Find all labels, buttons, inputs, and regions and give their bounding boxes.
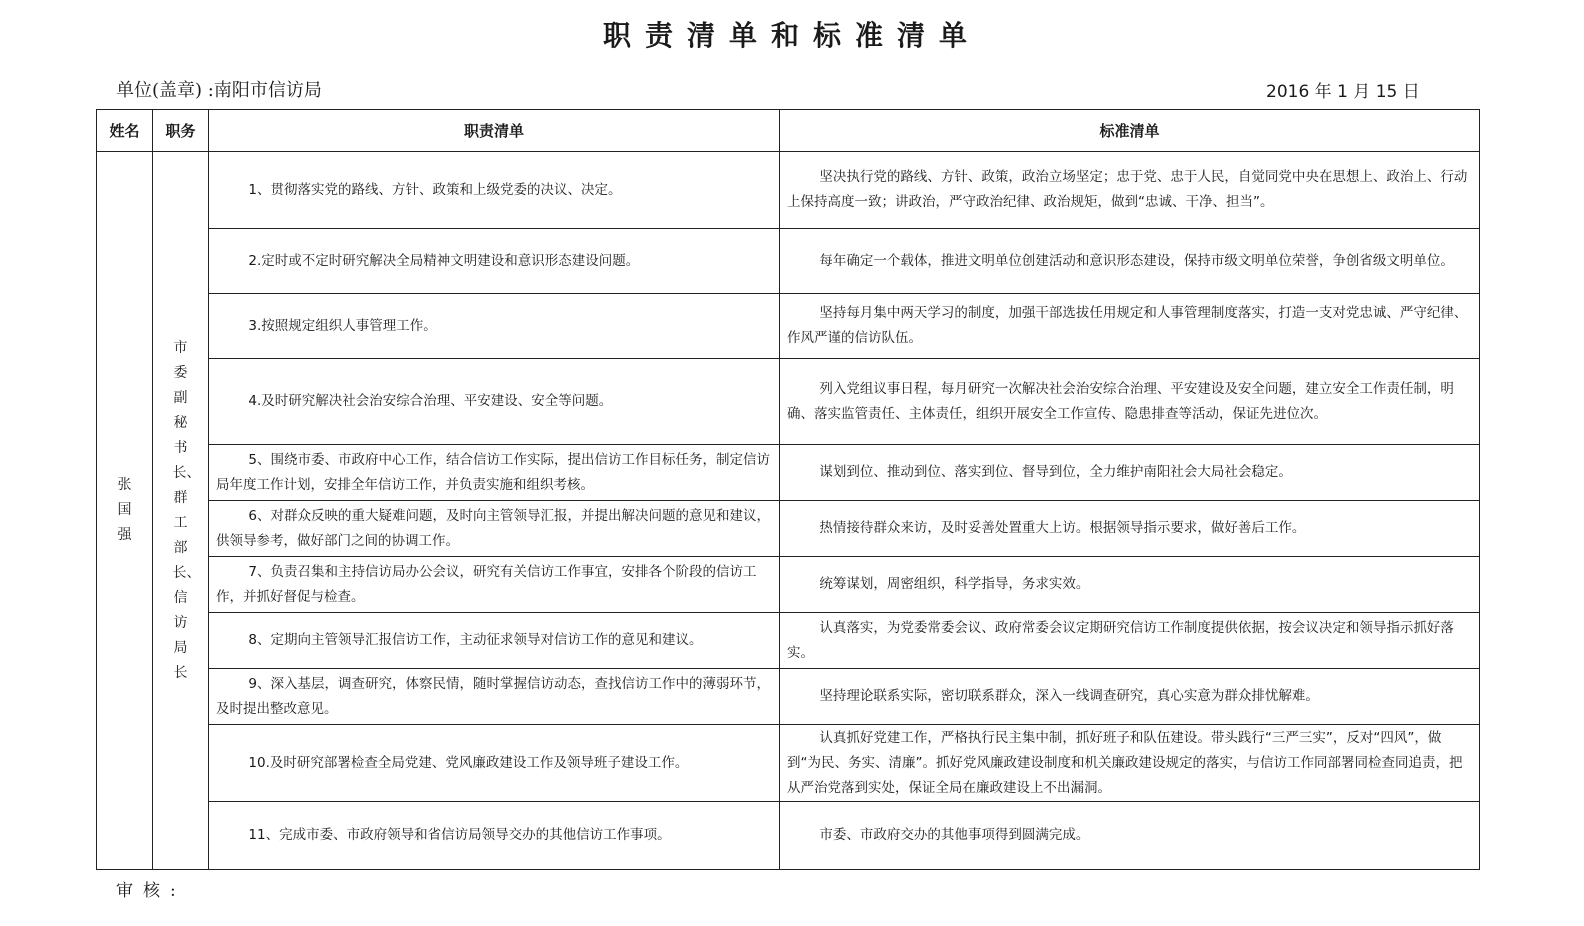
standard-text: 坚持理论联系实际，密切联系群众，深入一线调查研究，真心实意为群众排忧解难。 (819, 688, 1319, 704)
table-row (97, 229, 1480, 294)
duty-cell (209, 445, 780, 501)
standard-text: 统筹谋划，周密组织，科学指导，务求实效。 (819, 576, 1090, 592)
standard-cell (780, 445, 1480, 501)
duty-cell (209, 501, 780, 557)
standard-text: 坚决执行党的路线、方针、政策，政治立场坚定；忠于党、忠于人民，自觉同党中央在思想上、政治上、行动上保持高度一致；讲政治，严守政治纪律、政治规矩，做到“忠诚、干净、担当”。 (787, 169, 1468, 210)
duty-text: 8、定期向主管领导汇报信访工作，主动征求领导对信访工作的意见和建议。 (248, 632, 703, 648)
table-row (97, 152, 1480, 229)
duty-cell (209, 359, 780, 445)
standard-cell (780, 669, 1480, 725)
person-position: 市委副秘书长、群工部长、信访局长 (172, 339, 201, 681)
duty-cell (209, 669, 780, 725)
page-title: 职责清单和标准清单 (602, 19, 981, 52)
table-row (97, 557, 1480, 613)
duty-text: 6、对群众反映的重大疑难问题，及时向主管领导汇报，并提出解决问题的意见和建议，供领导参考，做好部门之间的协调工作。 (216, 507, 770, 549)
standard-text: 坚持每月集中两天学习的制度，加强干部选拔任用规定和人事管理制度落实，打造一支对党忠诚、严守纪律、作风严谨的信访队伍。 (787, 305, 1468, 346)
table-row (97, 501, 1480, 557)
review-label: 审核: (116, 881, 186, 901)
standard-text: 每年确定一个载体，推进文明单位创建活动和意识形态建设，保持市级文明单位荣誉，争创省级文明单位。 (819, 252, 1454, 269)
standard-text: 谋划到位、推动到位、落实到位、督导到位，全力维护南阳社会大局社会稳定。 (819, 464, 1292, 480)
duty-text: 4.及时研究解决社会治安综合治理、平安建设、安全等问题。 (248, 393, 613, 409)
header-standards: 标准清单 (780, 110, 1480, 152)
table-row (97, 359, 1480, 445)
duty-text: 10.及时研究部署检查全局党建、党风廉政建设工作及领导班子建设工作。 (248, 754, 689, 771)
person-name: 张国强 (117, 477, 132, 543)
standard-text: 市委、市政府交办的其他事项得到圆满完成。 (819, 827, 1090, 843)
person-position-cell (153, 152, 209, 870)
duty-cell (209, 152, 780, 229)
duty-text: 5、围绕市委、市政府中心工作，结合信访工作实际，提出信访工作目标任务，制定信访局年度工作计划，安排全年信访工作，并负责实施和组织考核。 (216, 451, 770, 493)
standard-text: 认真落实，为党委常委会议、政府常委会议定期研究信访工作制度提供依据，按会议决定和领导指示抓好落实。 (787, 619, 1454, 661)
header-position: 职务 (153, 110, 209, 152)
standard-cell (780, 557, 1480, 613)
duty-cell (209, 725, 780, 802)
table-row (97, 802, 1480, 870)
table-header-row (97, 110, 1480, 152)
duty-cell (209, 557, 780, 613)
standard-cell (780, 501, 1480, 557)
duty-cell (209, 802, 780, 870)
table-row (97, 669, 1480, 725)
standard-text: 列入党组议事日程，每月研究一次解决社会治安综合治理、平安建设及安全问题，建立安全工作责任制，明确、落实监管责任、主体责任，组织开展安全工作宣传、隐患排查等活动，保证先进位次。 (787, 380, 1454, 422)
duty-text: 7、负责召集和主持信访局办公会议，研究有关信访工作事宜，安排各个阶段的信访工作，并抓好督促与检查。 (216, 563, 757, 605)
table-row (97, 445, 1480, 501)
duty-cell (209, 229, 780, 294)
standard-cell (780, 725, 1480, 802)
table-row (97, 725, 1480, 802)
standard-text: 热情接待群众来访，及时妥善处置重大上访。根据领导指示要求，做好善后工作。 (819, 520, 1306, 536)
person-name-cell (97, 152, 153, 870)
header-name: 姓名 (97, 110, 153, 152)
standard-text: 认真抓好党建工作，严格执行民主集中制，抓好班子和队伍建设。带头践行“三严三实”，反对“四风”，做到“为民、务实、清廉”。抓好党风廉政建设制度和机关廉政建设规定的落实，与信访工作同部署同检查同追责，把从严治党落到实处，保证全局在廉政建设上不出漏洞。 (787, 729, 1463, 796)
duty-cell (209, 294, 780, 359)
date-line: 2016 年 1 月 15 日 (1266, 82, 1420, 102)
standard-cell (780, 229, 1480, 294)
duty-text: 3.按照规定组织人事管理工作。 (248, 317, 437, 334)
duty-text: 2.定时或不定时研究解决全局精神文明建设和意识形态建设问题。 (248, 252, 640, 269)
standard-cell (780, 152, 1480, 229)
standard-cell (780, 294, 1480, 359)
standard-cell (780, 802, 1480, 870)
duty-text: 9、深入基层，调查研究，体察民情，随时掌握信访动态，查找信访工作中的薄弱环节，及时提出整改意见。 (216, 675, 770, 717)
table-row (97, 294, 1480, 359)
unit-line: 单位(盖章) :南阳市信访局 (116, 80, 322, 101)
standard-cell (780, 613, 1480, 669)
duty-text: 11、完成市委、市政府领导和省信访局领导交办的其他信访工作事项。 (248, 827, 671, 843)
duty-text: 1、贯彻落实党的路线、方针、政策和上级党委的决议、决定。 (248, 181, 622, 198)
duty-cell (209, 613, 780, 669)
responsibility-table (96, 109, 1480, 870)
header-duties: 职责清单 (209, 110, 780, 152)
table-row (97, 613, 1480, 669)
standard-cell (780, 359, 1480, 445)
